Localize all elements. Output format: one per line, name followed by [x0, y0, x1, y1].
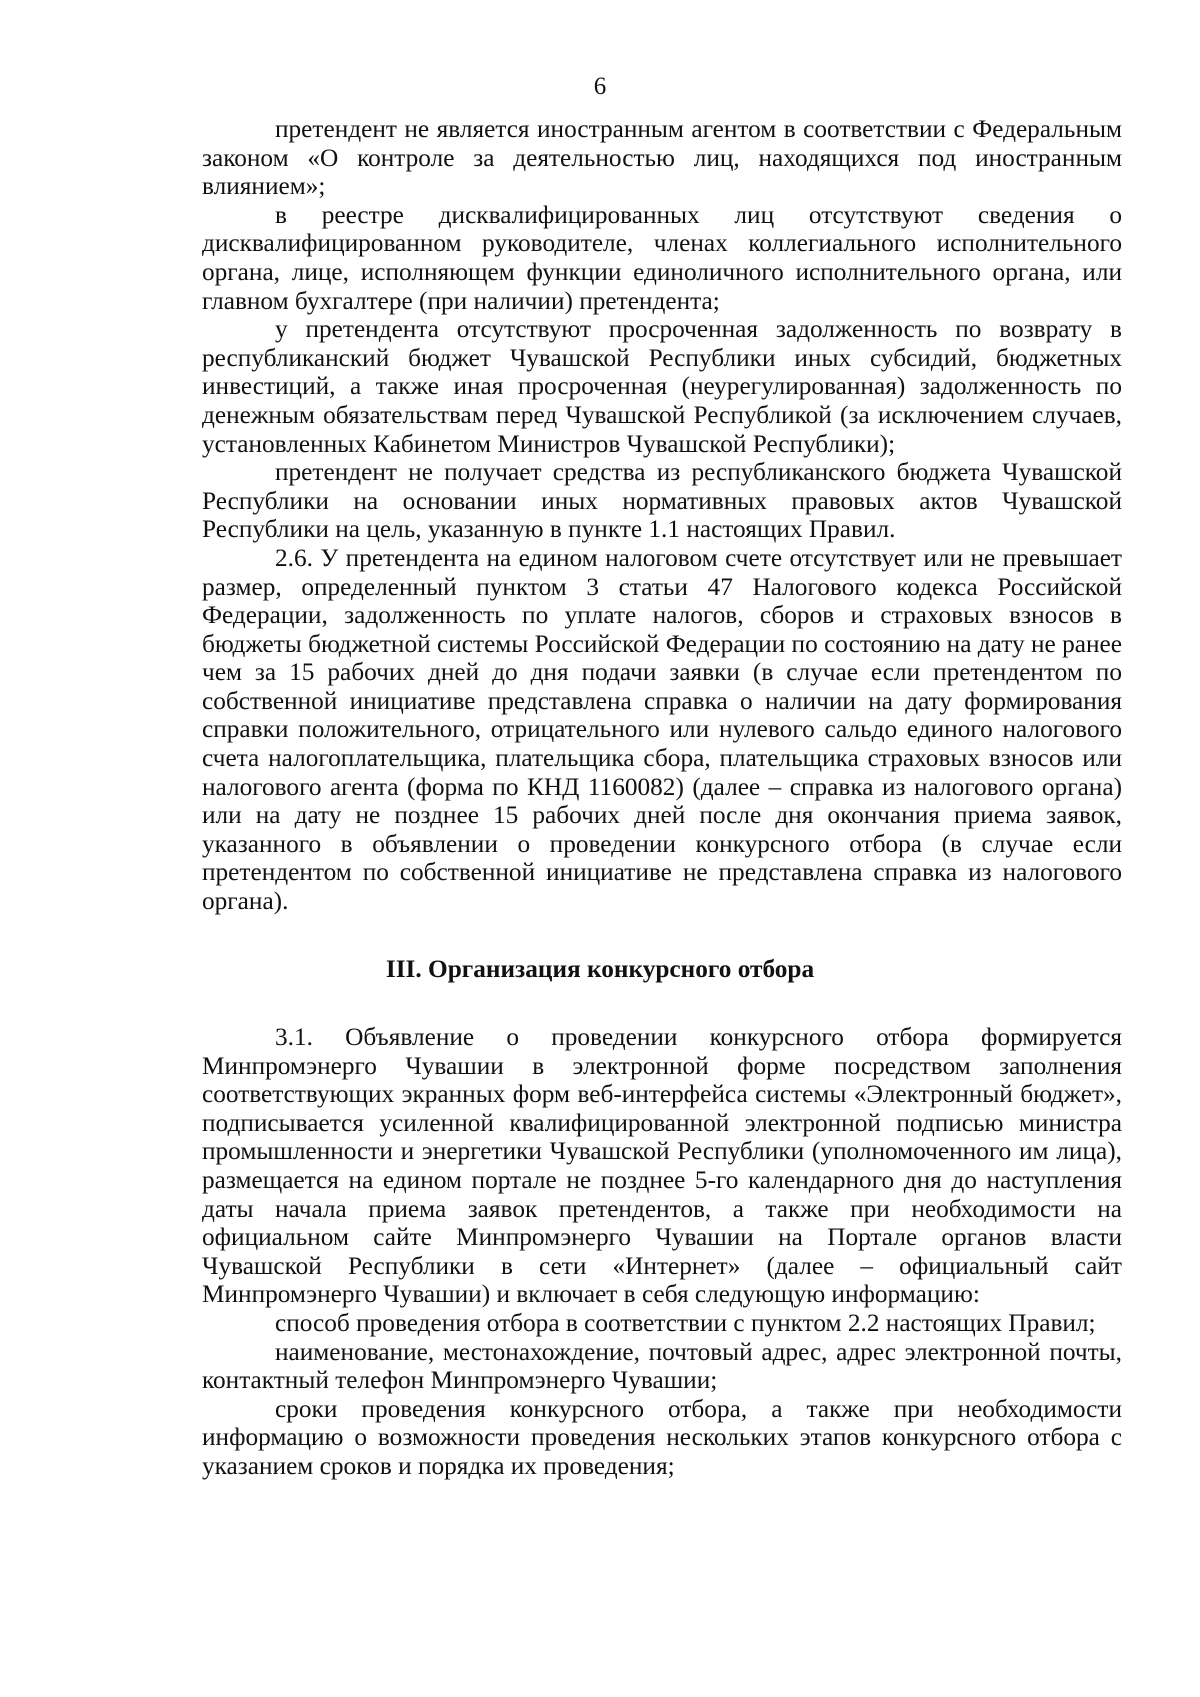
section-heading: III. Организация конкурсного отбора	[385, 955, 815, 983]
paragraph-no-other-funds: претендент не получает средства из республиканского бюджета Чувашской Республики на основании иных нормативных правовых актов Чувашской Республики на цель, указанную в пункте 1.1 настоящих Правил.	[202, 458, 1122, 544]
paragraph-disqualified-registry: в реестре дисквалифицированных лиц отсутствуют сведения о дисквалифицированном руководителе, членах коллегиального исполнительного органа, лице, исполняющем функции единоличного исполнительного органа, или главном бухгалтере (при наличии) претендента;	[202, 200, 1122, 315]
paragraph-overdue-debt: у претендента отсутствуют просроченная задолженность по возврату в республиканский бюджет Чувашской Республики иных субсидий, бюджетных инвестиций, а также иная просроченная (неурегулированная) задолженность по денежным обязательствам перед Чувашской Республикой (за исключением случаев, установленных Кабинетом Министров Чувашской Республики);	[202, 315, 1122, 458]
paragraph-foreign-agent: претендент не является иностранным агентом в соответствии с Федеральным законом «О контроле за деятельностью лиц, находящихся под иностранным влиянием»;	[202, 115, 1122, 201]
paragraph-selection-method: способ проведения отбора в соответствии с пунктом 2.2 настоящих Правил;	[275, 1308, 1096, 1337]
text-block-before-heading	[202, 115, 1122, 916]
paragraph-selection-terms: сроки проведения конкурсного отбора, а также при необходимости информацию о возможности проведения нескольких этапов конкурсного отбора с указанием сроков и порядка их проведения;	[202, 1394, 1122, 1480]
page-number: 6	[593, 73, 607, 100]
paragraph-2-6-tax-debt: 2.6. У претендента на едином налоговом счете отсутствует или не превышает размер, определенный пунктом 3 статьи 47 Налогового кодекса Российской Федерации, задолженность по уплате налогов, сборов и страховых взносов в бюджеты бюджетной системы Российской Федерации по состоянию на дату не ранее чем за 15 рабочих дней до дня подачи заявки (в случае если претендентом по собственной инициативе представлена справка о наличии на дату формирования справки положительного, отрицательного или нулевого сальдо единого налогового счета налогоплательщика, плательщика сбора, плательщика страховых взносов или налогового агента (форма по КНД 1160082) (далее – справка из налогового органа) или на дату не позднее 15 рабочих дней после дня окончания приема заявок, указанного в объявлении о проведении конкурсного отбора (в случае если претендентом по собственной инициативе не представлена справка из налогового органа).	[202, 543, 1122, 916]
text-block-after-heading	[202, 1023, 1122, 1481]
paragraph-contact-info: наименование, местонахождение, почтовый адрес, адрес электронной почты, контактный телефон Минпромэнерго Чувашии;	[202, 1337, 1122, 1395]
paragraph-3-1-announcement: 3.1. Объявление о проведении конкурсного отбора формируется Минпромэнерго Чувашии в электронной форме посредством заполнения соответствующих экранных форм веб-интерфейса системы «Электронный бюджет», подписывается усиленной квалифицированной электронной подписью министра промышленности и энергетики Чувашской Республики (уполномоченного им лица), размещается на едином портале не позднее 5-го календарного дня до наступления даты начала приема заявок претендентов, а также при необходимости на официальном сайте Минпромэнерго Чувашии на Портале органов власти Чувашской Республики в сети «Интернет» (далее – официальный сайт Минпромэнерго Чувашии) и включает в себя следующую информацию:	[202, 1023, 1122, 1309]
